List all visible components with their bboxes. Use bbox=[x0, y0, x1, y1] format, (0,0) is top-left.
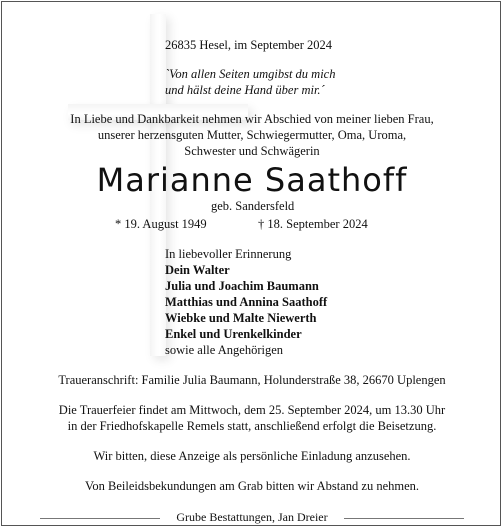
mourner-name: Enkel und Urenkelkinder bbox=[165, 327, 302, 341]
intro-line-1: In Liebe und Dankbarkeit nehmen wir Abschied von meiner lieben Frau, bbox=[70, 112, 434, 126]
mourner-name: Wiebke und Malte Niewerth bbox=[165, 311, 317, 325]
funeral-line-2: in der Friedhofskapelle Remels statt, anschließend erfolgt die Beisetzung. bbox=[67, 419, 437, 433]
quote-line-1: `Von allen Seiten umgibst du mich bbox=[165, 67, 336, 81]
mourner-name: Dein Walter bbox=[165, 263, 230, 277]
deceased-name: Marianne Saathoff bbox=[96, 161, 408, 199]
footer bbox=[0, 510, 504, 524]
intro-line-3: Schwester und Schwägerin bbox=[184, 144, 320, 158]
date-of-death: † 18. September 2024 bbox=[258, 217, 368, 231]
place-date: 26835 Hesel, im September 2024 bbox=[165, 38, 332, 52]
date-of-birth: * 19. August 1949 bbox=[115, 217, 207, 231]
invitation-note: Wir bitten, diese Anzeige als persönliche Einladung anzusehen. bbox=[93, 449, 411, 463]
mourner-name: Matthias und Annina Saathoff bbox=[165, 295, 328, 309]
mourners-outro: sowie alle Angehörigen bbox=[165, 343, 284, 357]
condolence-note: Von Beileidsbekundungen am Grab bitten wir Abstand zu nehmen. bbox=[84, 479, 420, 493]
intro-line-2: unserer herzensguten Mutter, Schwiegermutter, Oma, Uroma, bbox=[97, 128, 407, 142]
birth-name: geb. Sandersfeld bbox=[211, 199, 295, 213]
mourners-intro: In liebevoller Erinnerung bbox=[165, 247, 292, 261]
funeral-line-1: Die Trauerfeier findet am Mittwoch, dem 25. September 2024, um 13.30 Uhr bbox=[58, 403, 446, 417]
mourner-name: Julia und Joachim Baumann bbox=[165, 279, 319, 293]
quote-line-2: und hälst deine Hand über mir.´ bbox=[165, 83, 325, 97]
funeral-home: Grube Bestattungen, Jan Dreier bbox=[171, 510, 332, 524]
mourning-address: Traueranschrift: Familie Julia Baumann, Holunderstraße 38, 26670 Uplengen bbox=[58, 373, 446, 387]
